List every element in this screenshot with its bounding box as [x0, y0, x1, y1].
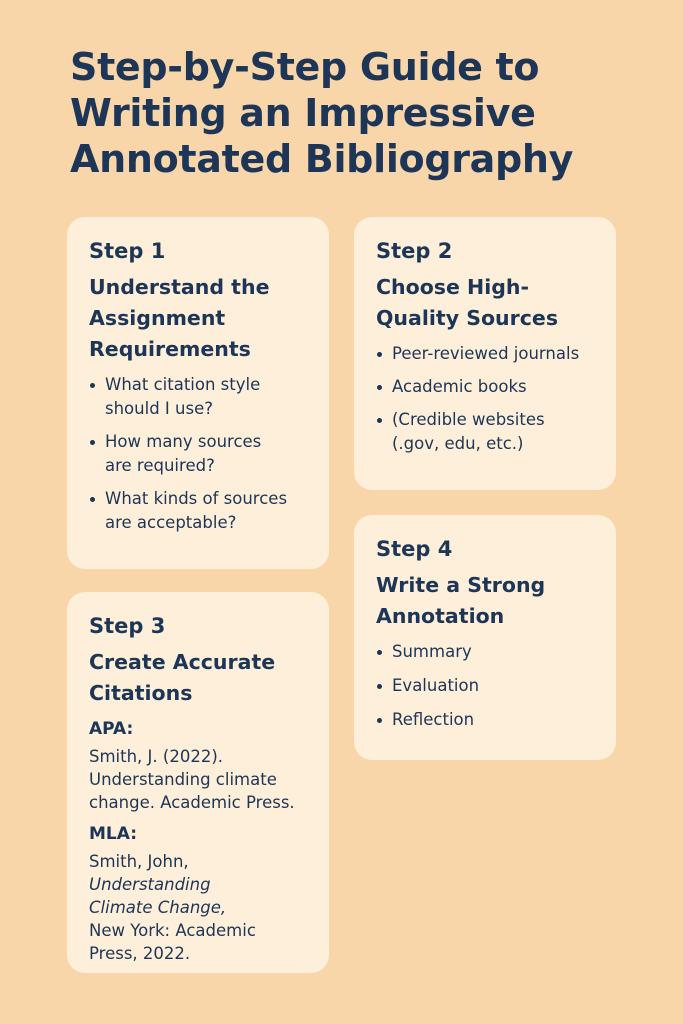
- step-2-card: [354, 217, 616, 490]
- list-item: [376, 408, 602, 456]
- citation-title: Understanding: [89, 875, 211, 894]
- list-item: [376, 342, 602, 366]
- step-heading: [376, 272, 602, 334]
- bullet-dot-icon: [377, 352, 382, 357]
- citation-line: change. Academic Press.: [89, 793, 295, 812]
- list-item: [89, 487, 309, 535]
- citation-title: Climate Change,: [89, 898, 227, 917]
- list-item-text: Peer-reviewed journals: [392, 344, 580, 363]
- step-heading: [89, 272, 309, 365]
- step-2-bullet-list: [376, 342, 602, 456]
- list-item-text: should I use?: [105, 399, 213, 418]
- list-item-text: Evaluation: [392, 676, 480, 695]
- list-item-text: Summary: [392, 642, 472, 661]
- list-item: [376, 708, 602, 732]
- bullet-dot-icon: [90, 440, 95, 445]
- step-heading-line: Understand the: [89, 275, 270, 299]
- bullet-dot-icon: [377, 718, 382, 723]
- step-heading: [376, 570, 602, 632]
- citation-style-label: APA:: [89, 719, 134, 739]
- step-label: Step 3: [89, 614, 166, 638]
- list-item: [376, 640, 602, 664]
- citation-line: New York: Academic: [89, 921, 256, 940]
- step-heading-line: Citations: [89, 681, 193, 705]
- step-heading-line: Choose High-: [376, 275, 530, 299]
- list-item-text: What kinds of sources: [105, 489, 288, 508]
- citation-line: Press, 2022.: [89, 944, 191, 963]
- step-label: Step 4: [376, 537, 453, 561]
- bullet-dot-icon: [377, 385, 382, 390]
- bullet-dot-icon: [377, 684, 382, 689]
- step-heading-line: Create Accurate: [89, 650, 276, 674]
- step-4-bullet-list: [376, 640, 602, 732]
- bullet-dot-icon: [377, 418, 382, 423]
- list-item-text: (Credible websites: [392, 410, 545, 429]
- list-item: [376, 375, 602, 399]
- list-item: [89, 430, 309, 478]
- citation-line: [89, 850, 323, 896]
- citation-line: Understanding climate: [89, 770, 277, 789]
- step-3-card: [67, 592, 329, 973]
- list-item-text: How many sources: [105, 432, 262, 451]
- title-line: Annotated Bibliography: [70, 137, 574, 181]
- list-item: [376, 674, 602, 698]
- step-heading-line: Write a Strong: [376, 573, 546, 597]
- citation-author: Smith, John,: [89, 852, 189, 871]
- bullet-dot-icon: [377, 650, 382, 655]
- step-heading: [89, 647, 323, 709]
- citation-line: Smith, J. (2022).: [89, 747, 224, 766]
- bullet-dot-icon: [90, 383, 95, 388]
- step-1-card: [67, 217, 329, 569]
- step-heading-line: Quality Sources: [376, 306, 559, 330]
- step-heading-line: Annotation: [376, 604, 505, 628]
- title-line: Step-by-Step Guide to: [70, 45, 540, 89]
- bullet-dot-icon: [90, 497, 95, 502]
- step-heading-line: Requirements: [89, 337, 251, 361]
- citation-line: [89, 896, 323, 919]
- title-line: Writing an Impressive: [70, 91, 536, 135]
- step-label: Step 1: [89, 239, 166, 263]
- list-item-text: are acceptable?: [105, 513, 237, 532]
- citation-example: [89, 745, 323, 814]
- page-title: [70, 44, 650, 182]
- step-1-bullet-list: [89, 373, 309, 535]
- citation-example: [89, 850, 323, 965]
- step-heading-line: Assignment: [89, 306, 226, 330]
- citation-style-label: MLA:: [89, 824, 138, 844]
- list-item: [89, 373, 309, 421]
- step-4-card: [354, 515, 616, 760]
- list-item-text: Reflection: [392, 710, 475, 729]
- list-item-text: are required?: [105, 456, 215, 475]
- list-item-text: (.gov, edu, etc.): [392, 434, 524, 453]
- list-item-text: What citation style: [105, 375, 261, 394]
- step-label: Step 2: [376, 239, 453, 263]
- list-item-text: Academic books: [392, 377, 527, 396]
